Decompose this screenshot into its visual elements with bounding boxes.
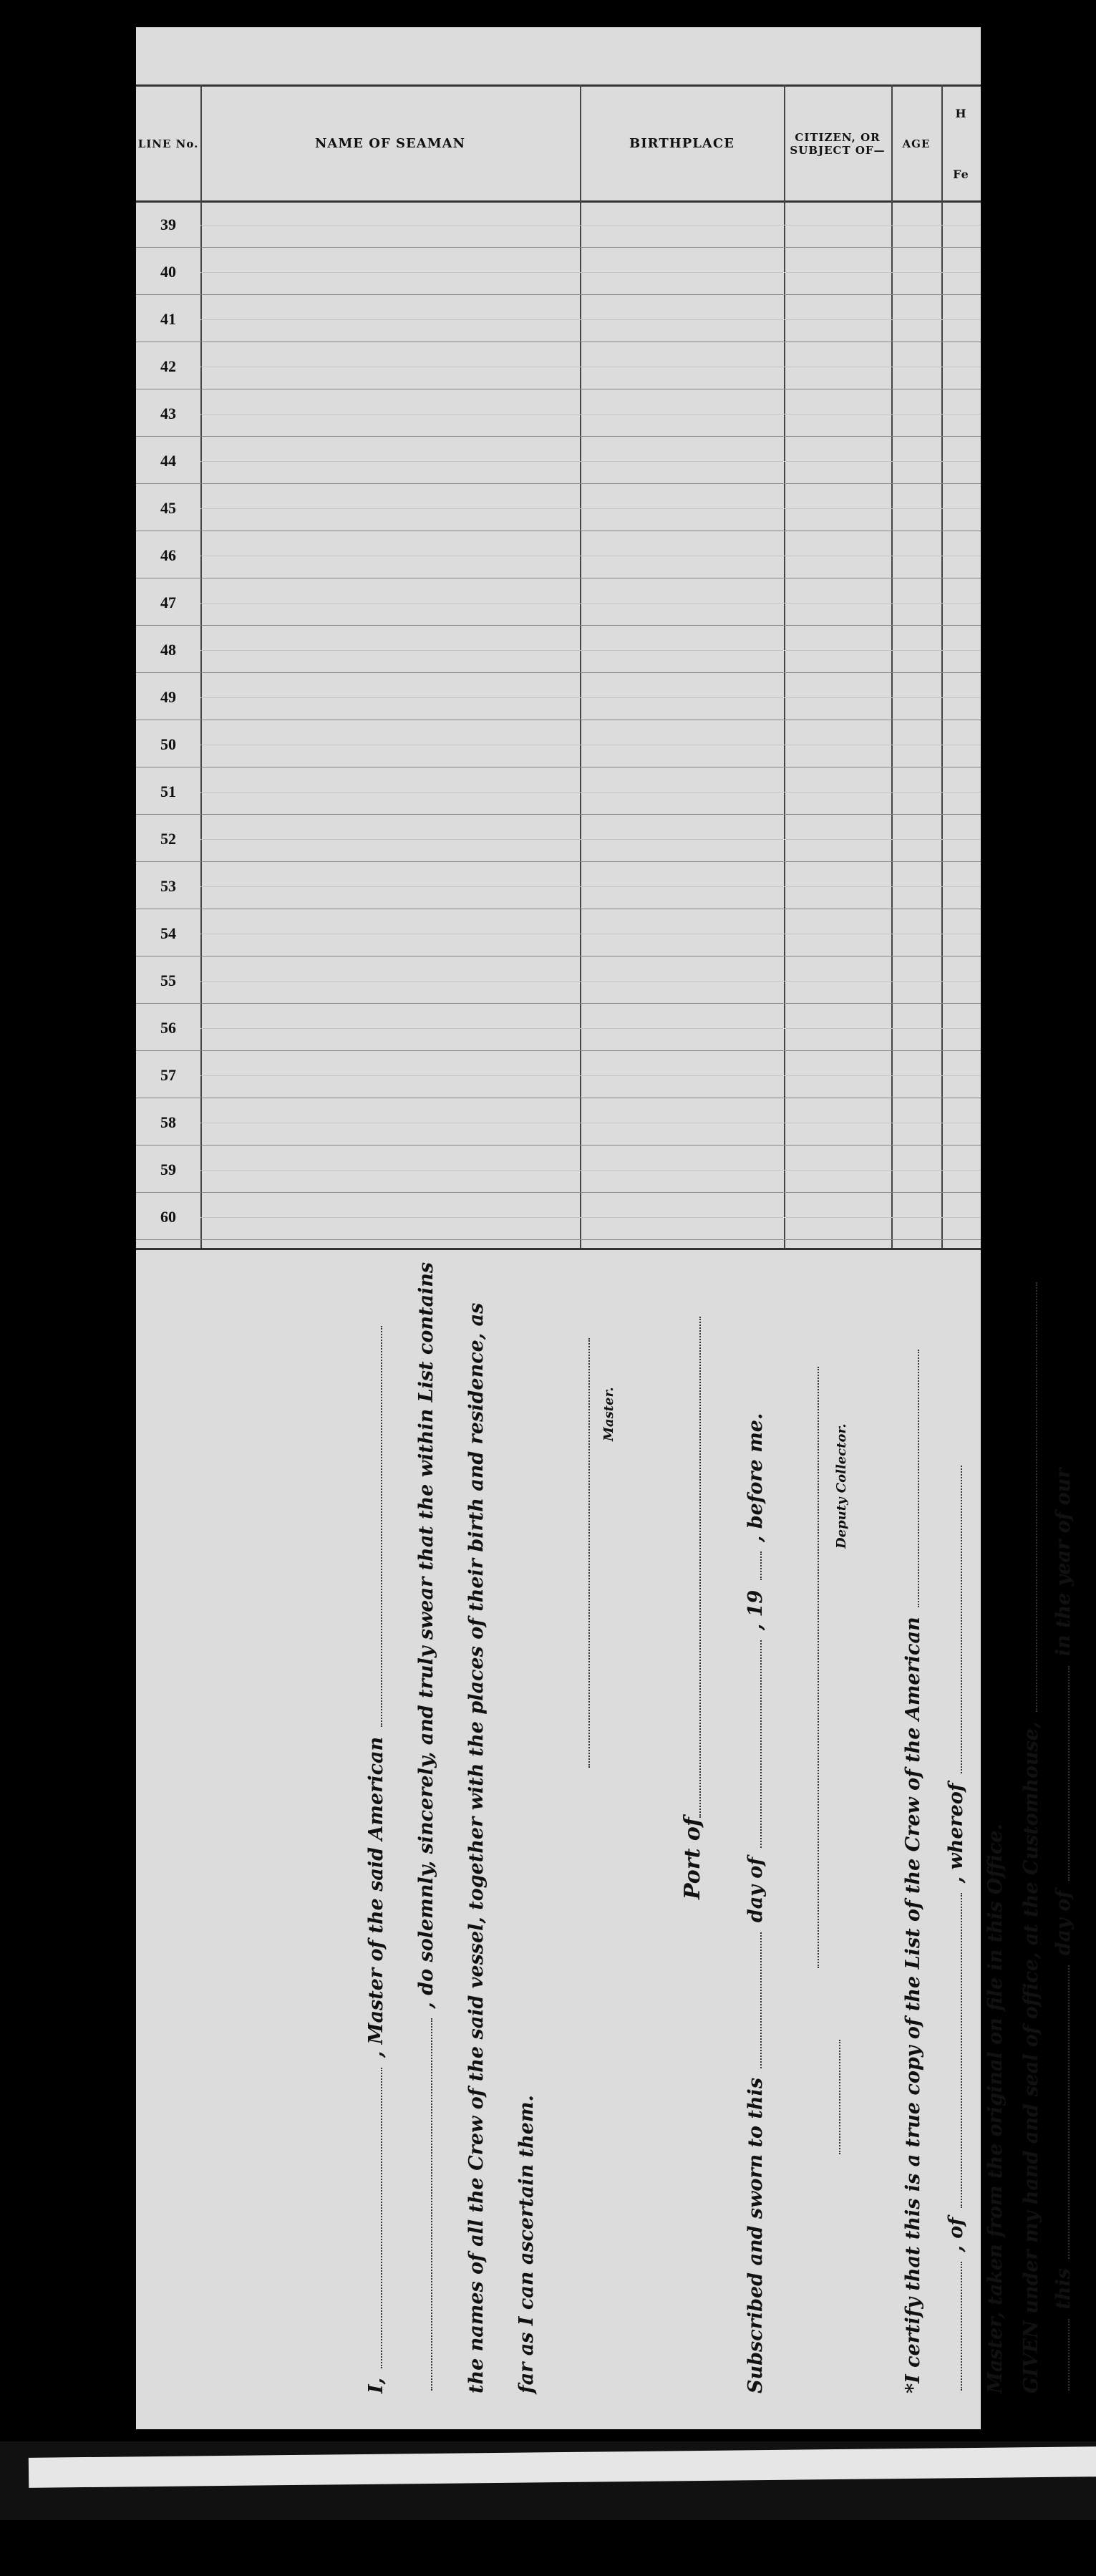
line-number: 50 [160,735,176,753]
crew-list-page [136,27,1075,2429]
this-dayof: day of [1052,1890,1075,1956]
deputy-collector-label: Deputy Collector. [834,1423,849,1549]
oath-names: the names of all the Crew of the said vessel, together with the places of their birth and residence, as [465,1302,488,2393]
table-row [136,203,981,248]
certify-master: Master, taken from the original on file in this Office. [984,1824,1007,2393]
line-number: 47 [160,594,176,611]
oath-master-of: , Master of the said American [365,1736,387,2058]
table-row [136,959,981,1004]
table-row [136,770,981,815]
header-age: AGE [902,137,931,150]
line-number: 51 [160,783,176,800]
table-row [136,1006,981,1051]
port-of-label: Port of [680,1817,705,1899]
table-row [136,1053,981,1098]
given-text: GIVEN under my hand and seal of office, at the Customhouse, [1020,1721,1042,2393]
oath-ascertain: far as I can ascertain them. [515,2095,538,2393]
table-row [136,344,981,389]
table-row [136,533,981,578]
line-number: 60 [160,1208,176,1226]
line-number: 57 [160,1066,176,1084]
oath-swear: , do solemnly, sincerely, and truly swear that the within List contains [415,1262,437,2009]
line-number: 39 [160,216,176,233]
oath-section [336,1248,1075,2393]
certify-whereof: , whereof [945,1783,967,1884]
subscribed-before: , before me. [745,1413,767,1543]
line-number: 58 [160,1113,176,1131]
table-row [136,817,981,862]
header-birthplace: BIRTHPLACE [629,136,734,151]
table-row [136,486,981,531]
crew-table [136,84,981,1248]
line-number: 42 [160,357,176,375]
line-number: 43 [160,405,176,422]
table-row [136,581,981,626]
certify-of: , of [945,2217,967,2252]
table-row [136,1148,981,1193]
master-label: Master. [601,1387,616,1441]
line-number: 55 [160,972,176,989]
line-number: 41 [160,310,176,328]
line-number: 52 [160,830,176,848]
line-number: 49 [160,688,176,706]
line-number: 46 [160,546,176,564]
this-year: in the year of our [1052,1468,1075,1657]
table-row [136,675,981,720]
header-name: NAME OF SEAMAN [314,136,466,151]
line-number: 59 [160,1161,176,1178]
line-number: 40 [160,263,176,281]
header-citizen: CITIZEN, OR SUBJECT OF— [790,130,886,157]
table-row [136,439,981,484]
header-height: H [955,106,967,120]
certify-text: *I certify that this is a true copy of the List of the Crew of the American [902,1617,924,2393]
line-number: 45 [160,499,176,517]
table-row [136,1100,981,1146]
table-row [136,297,981,342]
line-number: 54 [160,924,176,942]
line-number: 48 [160,641,176,659]
oath-i: I, [365,2377,387,2393]
table-row [136,392,981,437]
subscribed-dayof: day of [745,1857,767,1923]
line-number: 53 [160,877,176,895]
table-row [136,250,981,295]
table-row [136,864,981,909]
line-number: 44 [160,452,176,470]
subscribed-text: Subscribed and sworn to this [745,2077,767,2393]
header-line-no: LINE No. [137,137,199,150]
table-row [136,628,981,673]
this-text: this [1052,2268,1075,2310]
table-row [136,911,981,957]
subscribed-year: , 19 [745,1589,767,1631]
line-number: 56 [160,1019,176,1037]
table-row [136,722,981,768]
table-row [136,1195,981,1240]
header-height-feet: Fe [953,167,969,181]
